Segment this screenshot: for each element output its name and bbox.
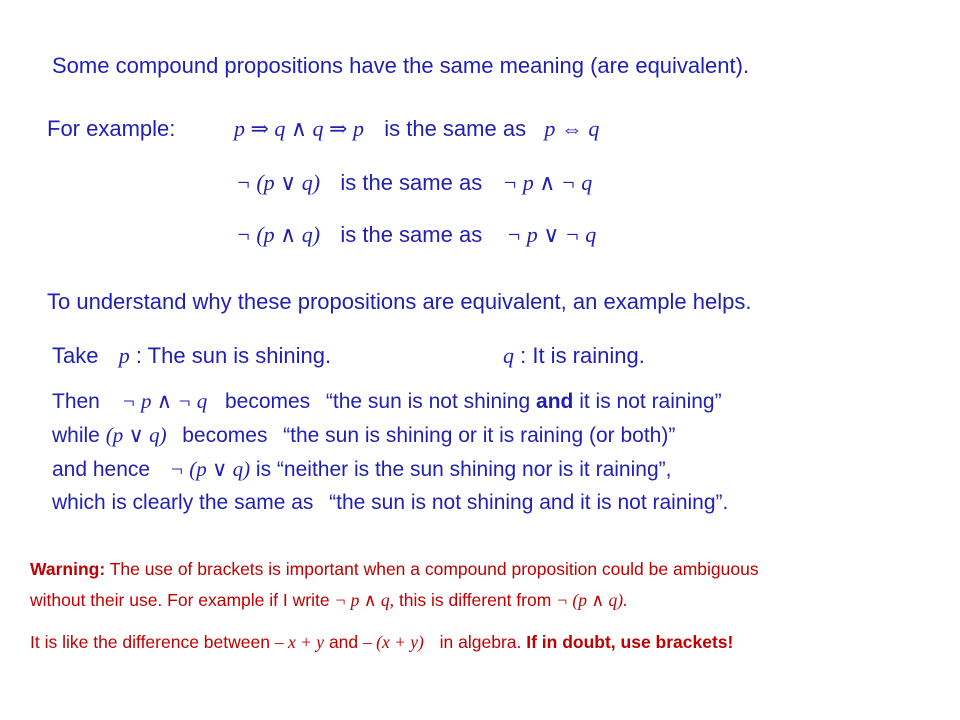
hence-quote: “neither is the sun shining nor is it raining”, [276,458,672,481]
example-1 [234,116,599,142]
take-word: Take [52,343,99,368]
hence-line [52,457,671,482]
example-2-rhs: ¬ p ∧ ¬ q [502,170,593,195]
then-becomes: becomes [224,390,311,413]
take-p-def: : The sun is shining. [135,343,332,368]
which-text: which is clearly the same as [52,491,314,514]
warning-expr-4: – (x + y) [363,632,424,652]
then-quote-1: “the sun is not shining [325,390,531,413]
while-line [52,423,675,448]
warning-and: and [328,632,359,652]
take-q-def: : It is raining. [520,343,645,368]
which-line [52,491,728,515]
take-q [503,343,645,369]
then-word: Then [52,390,100,413]
while-quote: “the sun is shining or it is raining (or both)” [283,424,676,447]
while-becomes: becomes [182,424,268,447]
then-expr: ¬ p ∧ ¬ q [121,389,208,413]
example-2 [236,170,592,196]
warning-expr-2: ¬ (p ∧ q). [556,590,628,610]
while-expr: (p ∨ q) [105,423,167,447]
then-line [52,389,722,414]
warning-label: Warning: [30,559,106,579]
example-1-lhs: p ⇒ q ∧ q ⇒ p [234,116,364,141]
take-line [52,343,331,369]
warning-line-3 [30,632,733,653]
while-word: while [52,424,100,447]
then-quote-2: it is not raining” [579,390,722,413]
warning-bold: If in doubt, use brackets! [526,632,734,652]
warning-expr-1: ¬ p ∧ q, [334,590,395,610]
warning-text-2b: this is different from [398,590,552,610]
example-3 [236,222,596,248]
warning-text-3b: in algebra. [439,632,522,652]
understand-line: To understand why these propositions are equivalent, an example helps. [47,289,752,314]
warning-text-1: The use of brackets is important when a compound proposition could be ambiguous [109,559,759,579]
warning-text-2a: without their use. For example if I write [30,590,330,610]
examples-label: For example: [47,116,176,141]
warning-line-2 [30,590,627,611]
take-q-var: q [503,343,514,368]
example-3-mid: is the same as [340,222,483,247]
heading: Some compound propositions have the same meaning (are equivalent). [52,53,750,78]
example-1-rhs: p ⇔ q [544,116,600,141]
warning-text-3a: It is like the difference between [30,632,270,652]
warning-expr-3: – x + y [274,632,325,652]
warning-line-1 [30,559,759,580]
example-3-rhs: ¬ p ∨ ¬ q [506,222,597,247]
then-and: and [536,390,574,413]
take-p-var: p [118,343,130,368]
example-1-mid: is the same as [384,116,527,141]
hence-is: is [255,458,272,481]
example-2-mid: is the same as [340,170,483,195]
example-2-lhs: ¬ (p ∨ q) [236,170,321,195]
hence-expr: ¬ (p ∨ q) [169,457,251,481]
example-3-lhs: ¬ (p ∧ q) [236,222,321,247]
hence-word: and hence [52,458,151,481]
which-quote: “the sun is not shining and it is not raining”. [329,491,729,514]
